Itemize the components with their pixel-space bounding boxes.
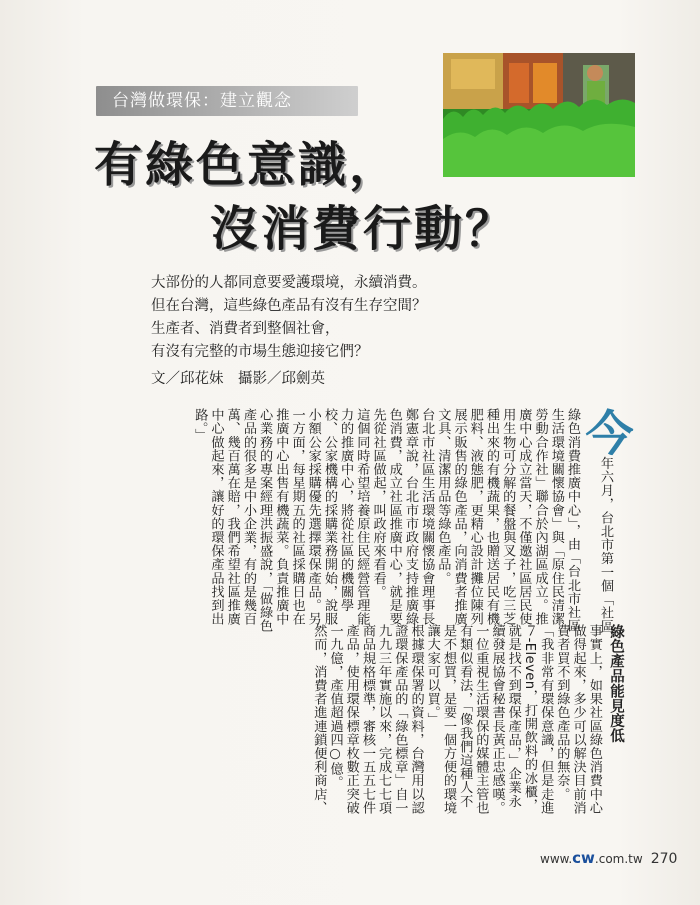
lead-line: 生產者、消費者到整個社會，	[151, 321, 340, 337]
article-body-upper	[58, 408, 633, 636]
headline-line-1: 有綠色意識，	[94, 137, 401, 193]
article-subheading: 綠色產品能見度低	[608, 624, 624, 744]
wheatgrass-photo	[443, 53, 635, 177]
page-number: 270	[650, 851, 678, 867]
article-paragraph: 台北市社區生活環境關懷協會理事長鄭憲章說，台北市市政府支持推廣綠色消費，成立社區推廣中心，就是要先從社區做起，叫政府來看看。	[370, 408, 435, 626]
lead-line: 有沒有完整的市場生態迎接它們？	[151, 344, 369, 360]
site-prefix: www.	[540, 852, 573, 866]
article-body-lower	[58, 624, 630, 820]
section-kicker: 台灣做環保：建立觀念	[96, 86, 358, 116]
byline: 文／邱花妹 攝影／邱劍英	[151, 371, 325, 387]
site-suffix: .com.tw	[594, 852, 643, 866]
lead-line: 大部份的人都同意要愛護環境，永續消費。	[151, 275, 427, 291]
drop-cap: 今	[577, 408, 633, 457]
article-paragraph: 今年六月，台北市第一個「社區綠色消費推廣中心」，由「台北市社區生活環境關懷協會」與「原住民清潔勞動合作社」聯合於內湖區成立。推廣中心成立當天，不僅邀社區居民使用生物可分解的餐盤與叉子，吃三芝種出來的有機蔬果，也贈送居民有機肥料、液態肥，更精心設計攤位陳列展示販售的綠色產品，向消費者推廣文具、清潔用品等綠色產品。	[435, 408, 633, 634]
wheatgrass-photo-illustration	[443, 53, 635, 177]
article-paragraph: 然而，消費者進連鎖便利商店、	[311, 624, 327, 815]
lead-line: 但在台灣，這些綠色產品有沒有生存空間？	[151, 298, 427, 314]
article-paragraph: 根據環保署的資料，台灣用以認證環保產品的「綠色標章」自一九九三年實施以來，完成七七項商品規格標準，審核一五五七件產品，使用環保標章枚數正突破一九億，產值超過四○億。	[327, 624, 424, 815]
lead-paragraph	[151, 272, 511, 364]
article-paragraph: 事實上，如果社區綠色消費中心做得起來，多少可以解決目前消費者買不到綠色產品的無奈。「我非常有環保意識，但是走進７-Eleven，打開飲料的冰櫃，就是找不到環保產品，」企業永續發展協會秘書長黃正忠感嘆。一位重視生活環保的媒體主管也有類似看法，「像我們這種人不是不想買，是要一個方便的環境讓大家可以買。」	[424, 624, 602, 815]
site-brand: cw	[572, 849, 595, 867]
article-paragraph: 這個同時希望培養原住民經營管理能力的推廣中心，將從社區的機關學校、公家機構的採購業務開始，說服小額公家採購優先選擇環保產品。另一方面，每星期五的社區採購日也在推廣中心出售有機蔬菜。負責推廣中心業務的專案經理洪振盛說，「做綠色產品的很多是中小企業，有的是幾百萬、幾百萬在賠，我們希望社區推廣中心做起來，讓好的環保產品找到出路。」	[192, 408, 370, 633]
page-footer	[540, 849, 677, 867]
headline-line-2: 沒消費行動？	[210, 201, 517, 257]
